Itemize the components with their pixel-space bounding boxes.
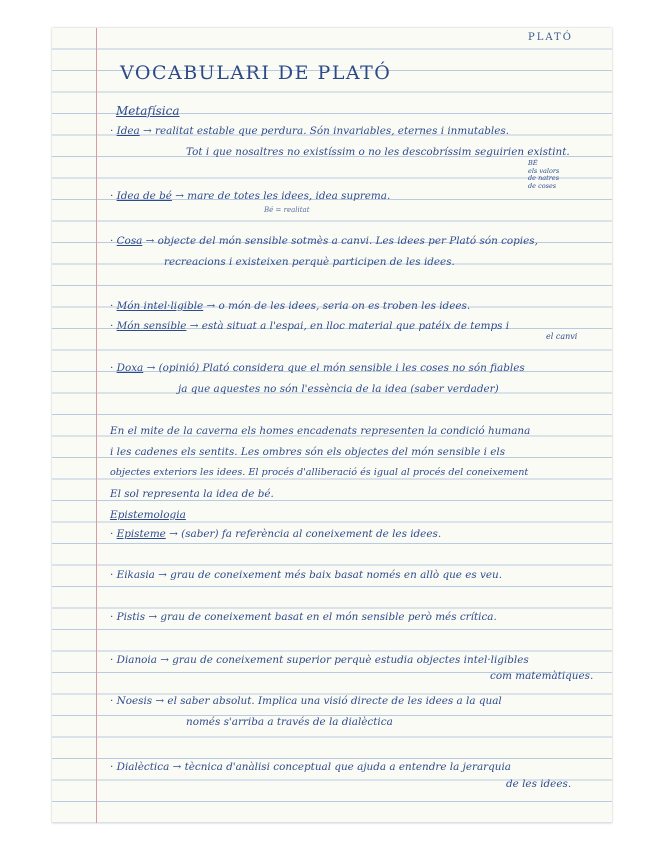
term-mon-sensible: Món sensible: [116, 320, 187, 332]
entry-idea-de-be: · Idea de bé → mare de totes les idees, idea suprema.: [110, 190, 391, 202]
paragraph-line-2: i les cadenes els sentits. Les ombres són els objectes del món sensible i els: [110, 446, 506, 458]
paragraph-line-4: El sol representa la idea de bé.: [110, 488, 274, 500]
paragraph-line-3: objectes exteriors les idees. El procés d'alliberació és igual al procés del coneixement: [110, 467, 529, 478]
entry-dialectica: · Dialèctica → tècnica d'anàlisi conceptual que ajuda a entendre la jerarquia: [110, 761, 511, 773]
entry-cosa: · Cosa → objecte del món sensible sotmès a canvi. Les idees per Plató són copies,: [110, 235, 538, 247]
definition-mon-sensible: → està situat a l'espai, en lloc material que patéix de temps i: [189, 320, 510, 332]
entry-eikasia: · Eikasia → grau de coneixement més baix basat només en allò que es veu.: [110, 569, 503, 581]
definition-cosa-cont: recreacions i existeixen perquè participen de les idees.: [164, 256, 455, 268]
term-idea: Idea: [116, 125, 140, 137]
page-title: VOCABULARI DE PLATÓ: [120, 62, 392, 84]
term-eikasia: Eikasia: [116, 569, 155, 581]
entry-noesis: · Noesis → el saber absolut. Implica una visió directe de les idees a la qual: [110, 695, 502, 707]
notebook-page: [52, 28, 612, 823]
definition-eikasia: → grau de coneixement més baix basat només en allò que es veu.: [158, 569, 503, 581]
definition-doxa: → (opinió) Plató considera que el món sensible i les coses no són fiables: [146, 362, 525, 374]
term-dianoia: Dianoia: [116, 654, 157, 666]
entry-mon-sensible: · Món sensible → està situat a l'espai, en lloc material que patéix de temps i: [110, 320, 510, 332]
entry-doxa: · Doxa → (opinió) Plató considera que el món sensible i les coses no són fiables: [110, 362, 525, 374]
definition-dianoia: → grau de coneixement superior perquè estudia objectes intel·ligibles: [160, 654, 529, 666]
entry-idea: · Idea → realitat estable que perdura. Són invariables, eternes i inmutables.: [110, 125, 510, 137]
definition-dialectica: → tècnica d'anàlisi conceptual que ajuda a entendre la jerarquia: [172, 761, 511, 773]
section-heading-epistemologia: Epistemologia: [110, 509, 186, 521]
paragraph-line-1: En el mite de la caverna els homes encadenats representen la condició humana: [110, 425, 531, 437]
definition-noesis: → el saber absolut. Implica una visió directe de les idees a la qual: [155, 695, 502, 707]
definition-episteme: → (saber) fa referència al coneixement de les idees.: [169, 528, 442, 540]
definition-idea-cont: Tot i que nosaltres no existíssim o no les descobríssim seguirien existint.: [186, 146, 570, 158]
term-noesis: Noesis: [116, 695, 153, 707]
entry-mon-intelligible: · Món intel·ligible → o món de les idees, seria on es troben les idees.: [110, 300, 471, 312]
entry-pistis: · Pistis → grau de coneixement basat en el món sensible però més crítica.: [110, 611, 497, 623]
definition-cosa: → objecte del món sensible sotmès a canvi. Les idees per Plató són copies,: [145, 235, 538, 247]
term-mon-intelligible: Món intel·ligible: [116, 300, 204, 312]
section-heading-metafisica: Metafísica: [116, 104, 180, 118]
page-corner-label: PLATÓ: [528, 32, 573, 43]
definition-dianoia-extra: com matemàtiques.: [490, 670, 594, 682]
term-episteme: Episteme: [116, 528, 166, 540]
term-idea-de-be: Idea de bé: [116, 190, 172, 202]
side-note-be: BÉ els valors de natres de coses: [528, 159, 560, 190]
definition-idea: → realitat estable que perdura. Són invariables, eternes i inmutables.: [143, 125, 510, 137]
definition-idea-de-be: → mare de totes les idees, idea suprema.: [175, 190, 391, 202]
definition-dialectica-extra: de les idees.: [506, 778, 572, 790]
term-doxa: Doxa: [116, 362, 144, 374]
definition-pistis: → grau de coneixement basat en el món sensible però més crítica.: [148, 611, 497, 623]
entry-episteme: · Episteme → (saber) fa referència al coneixement de les idees.: [110, 528, 442, 540]
definition-doxa-cont: ja que aquestes no són l'essència de la idea (saber verdader): [178, 383, 499, 395]
term-cosa: Cosa: [116, 235, 143, 247]
term-pistis: Pistis: [116, 611, 146, 623]
definition-mon-intelligible: → o món de les idees, seria on es troben les idees.: [206, 300, 471, 312]
definition-noesis-cont: només s'arriba a través de la dialèctica: [186, 716, 393, 728]
note-be-realitat: Bé = realitat: [264, 206, 310, 214]
term-dialectica: Dialèctica: [116, 761, 170, 773]
definition-mon-sensible-extra: el canvi: [546, 332, 578, 341]
entry-dianoia: · Dianoia → grau de coneixement superior perquè estudia objectes intel·ligibles: [110, 654, 529, 666]
margin-line: [96, 28, 97, 823]
